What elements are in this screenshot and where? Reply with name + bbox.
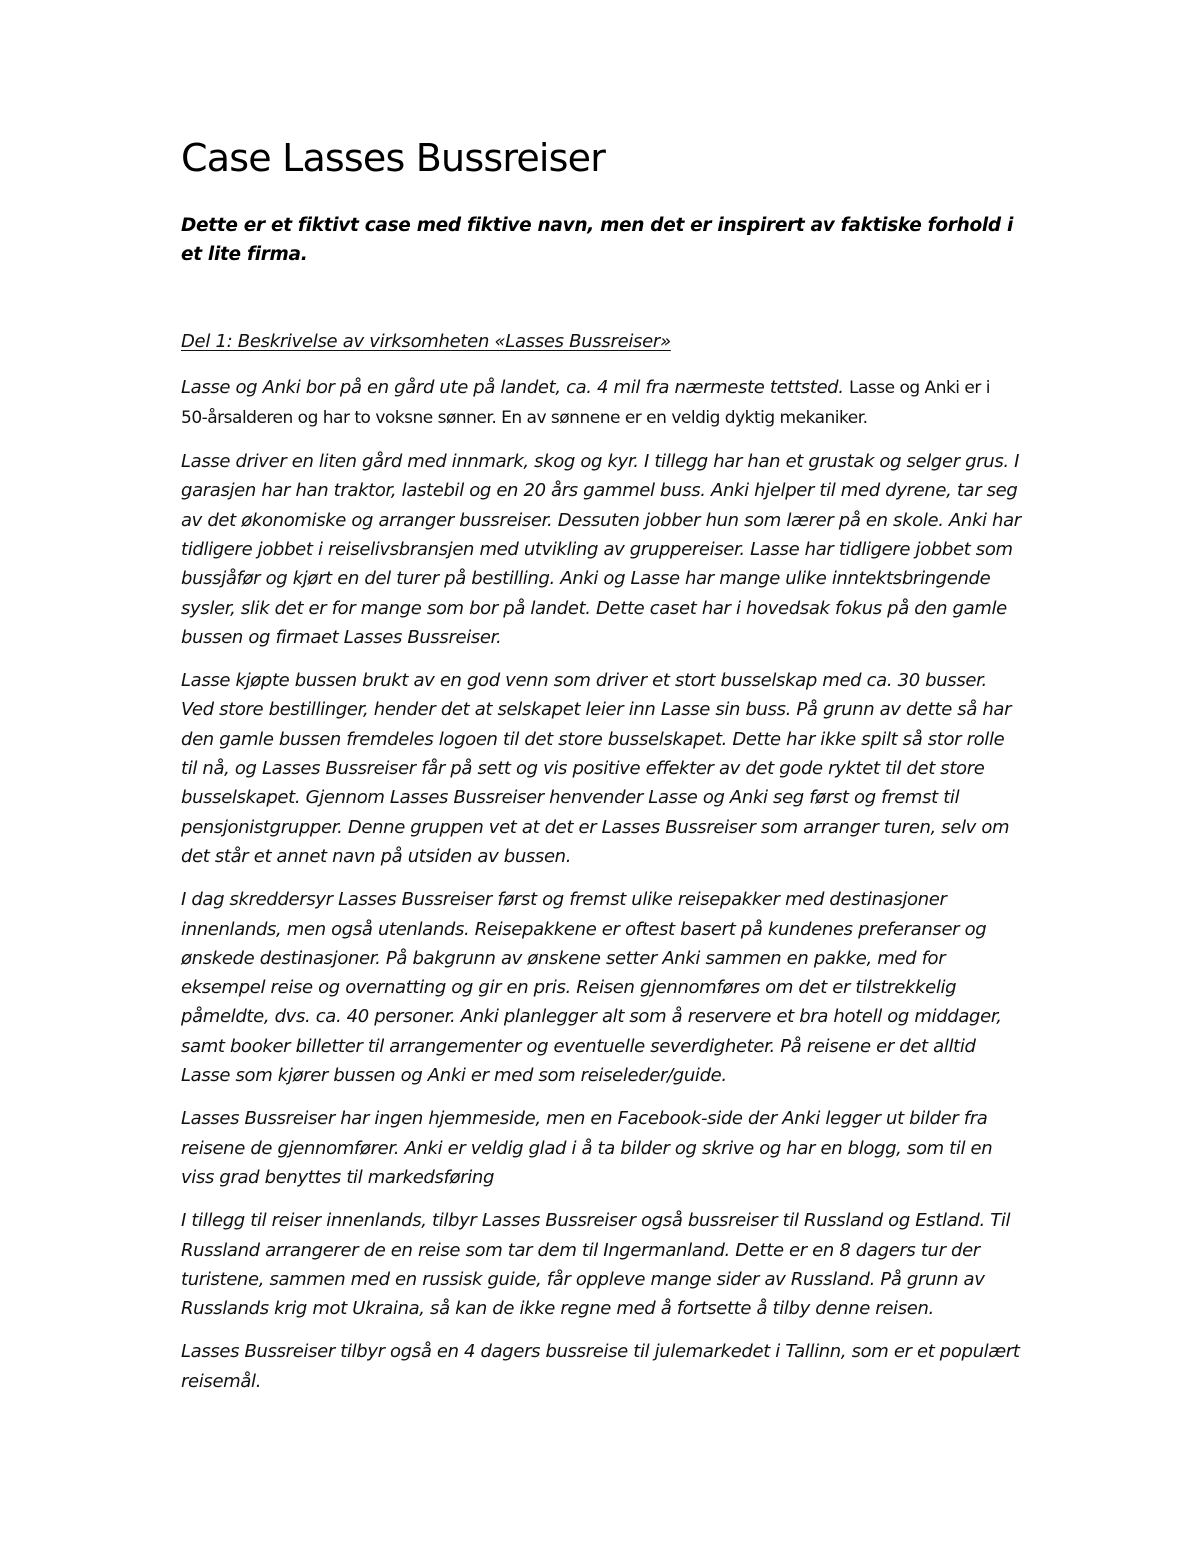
paragraph-2: Lasse driver en liten gård med innmark, skog og kyr. I tillegg har han et grustak og selger grus. I garasjen har han traktor, lastebil og en 20 års gammel buss. Anki hjelper til med dyrene, tar seg av det økonomiske og arranger bussreiser. Dessuten jobber hun som lærer på en skole. Anki har tidligere jobbet i reiselivsbransjen med utvikling av gruppereiser. Lasse har tidligere jobbet som bussjåfør og kjørt en del turer på bestilling. Anki og Lasse har mange ulike inntektsbringende sysler, slik det er for mange som bor på landet. Dette caset har i hovedsak fokus på den gamle bussen og firmaet Lasses Bussreiser. [181,451,1021,648]
paragraph-6: I tillegg til reiser innenlands, tilbyr Lasses Bussreiser også bussreiser til Russland og Estland. Til Russland arrangerer de en reise som tar dem til Ingermanland. Dette er en 8 dagers tur der turistene, sammen med en russisk guide, får oppleve mange sider av Russland. På grunn av Russlands krig mot Ukraina, så kan de ikke regne med å fortsette å tilby denne reisen. [181,1210,1011,1320]
paragraph-5: Lasses Bussreiser har ingen hjemmeside, men en Facebook-side der Anki legger ut bilder fra reisene de gjennomfører. Anki er veldig glad i å ta bilder og skrive og har en blogg, som til en viss grad benyttes til markedsføring [181,1108,993,1188]
document-title: Case Lasses Bussreiser [181,136,606,180]
paragraph-3: Lasse kjøpte bussen brukt av en god venn som driver et stort busselskap med ca. 30 busser. Ved store bestillinger, hender det at selskapet leier inn Lasse sin buss. På grunn av dette så har den gamle bussen fremdeles logoen til det store busselskapet. Dette har ikke spilt så stor rolle til nå, og Lasses Bussreiser får på sett og vis positive effekter av det gode ryktet til det store busselskapet. Gjennom Lasses Bussreiser henvender Lasse og Anki seg først og fremst til pensjonistgrupper. Denne gruppen vet at det er Lasses Bussreiser som arranger turen, selv om det står et annet navn på utsiden av bussen. [181,670,1012,867]
paragraph-1 [181,373,1021,434]
document-subtitle: Dette er et fiktivt case med fiktive navn, men det er inspirert av faktiske forhold i et lite firma. [181,214,1014,265]
section-heading: Del 1: Beskrivelse av virksomheten «Lasses Bussreiser» [181,330,671,352]
paragraph-7: Lasses Bussreiser tilbyr også en 4 dagers bussreise til julemarkedet i Tallinn, som er et populært reisemål. [181,1341,1020,1392]
paragraph-1-upright: Lasse og Anki er i 50-årsalderen og har to voksne sønner. En av sønnene er en veldig dyktig mekaniker. [181,377,991,428]
paragraph-1-italic: Lasse og Anki bor på en gård ute på landet, ca. 4 mil fra nærmeste tettsted. [181,376,849,398]
paragraph-4: I dag skreddersyr Lasses Bussreiser først og fremst ulike reisepakker med destinasjoner innenlands, men også utenlands. Reisepakkene er oftest basert på kundenes preferanser og ønskede destinasjoner. På bakgrunn av ønskene setter Anki sammen en pakke, med for eksempel reise og overnatting og gir en pris. Reisen gjennomføres om det er tilstrekkelig påmeldte, dvs. ca. 40 personer. Anki planlegger alt som å reservere et bra hotell og middager, samt booker billetter til arrangementer og eventuelle severdigheter. På reisene er det alltid Lasse som kjører bussen og Anki er med som reiseleder/guide. [181,889,1002,1087]
document-page [181,135,1021,1396]
